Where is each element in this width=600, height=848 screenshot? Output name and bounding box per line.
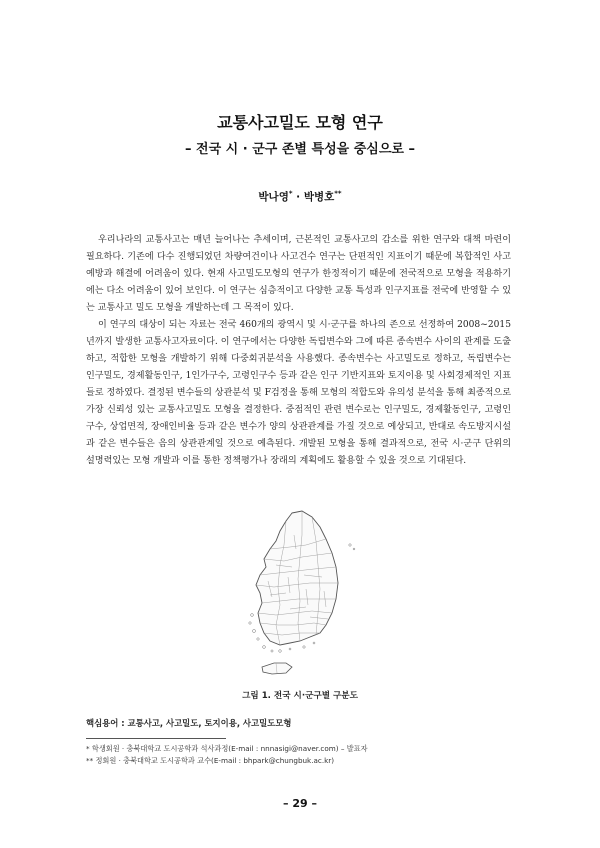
author-name: 박병호 xyxy=(303,191,335,203)
author-mark: ** xyxy=(334,189,342,198)
abstract-paragraph: 우리나라의 교통사고는 매년 늘어나는 추세이며, 근본적인 교통사고의 감소를 위한 연구와 대책 마련이 필요하다. 기존에 다수 진행되었던 차량여건이나 사고건수 연구는 단편적인 지표이기 때문에 복합적인 사고 예방과 해결에 어려움이 있다. 현재 사고밀도모형의 연구가 한정적이기 때문에 전국적으로 모형을 적용하기에는 다소 어려움이 있어 보인다. 이 연구는 심층적이고 다양한 교통 특성과 인구지표를 전국에 반영할 수 있는 교통사고 밀도 모형을 개발하는데 그 목적이 있다. xyxy=(86,235,511,313)
keywords: 핵심용어 : 교통사고, 사고밀도, 토지이용, 사고밀도모형 xyxy=(86,718,292,728)
footnote: * 학생회원 · 충북대학교 도시공학과 석사과정(E-mail : nnnasigi@naver.com) – 발표자 xyxy=(86,744,368,753)
author-line xyxy=(0,189,600,204)
footnote-divider xyxy=(86,738,226,739)
footnote: ** 정회원 · 충북대학교 도시공학과 교수(E-mail : bhpark@chungbuk.ac.kr) xyxy=(86,756,335,765)
paper-title: 교통사고밀도 모형 연구 xyxy=(217,113,383,132)
paper-subtitle: – 전국 시 · 군구 존별 특성을 중심으로 – xyxy=(185,142,415,157)
footnotes xyxy=(86,743,516,767)
figure-caption: 그림 1. 전국 시·군구별 구분도 xyxy=(242,691,358,701)
figure-map xyxy=(0,505,600,685)
author-mark: * xyxy=(288,189,293,198)
page-number: – 29 – xyxy=(283,797,317,810)
korea-district-map xyxy=(240,505,360,685)
author-name: 박나영 xyxy=(258,191,289,203)
abstract-body xyxy=(86,232,511,470)
abstract-paragraph: 이 연구의 대상이 되는 자료는 전국 460개의 광역시 및 시·군구를 하나의 존으로 선정하여 2008~2015년까지 발생한 교통사고자료이다. 이 연구에서는 다양한 독립변수와 그에 따른 종속변수 사이의 관계를 도출하고, 적합한 모형을 개발하기 위해 다중회귀분석을 사용했다. 종속변수는 사고밀도로 정하고, 독립변수는 인구밀도, 경제활동인구, 1인가구수, 고령인구수 등과 같은 인구 기반지표와 토지이용 및 사회경제적인 지표들로 정하였다. 결정된 변수들의 상관분석 및 F검정을 통해 모형의 적합도와 유의성 분석을 통해 최종적으로 가장 신뢰성 있는 교통사고밀도 모형을 결정한다. 중점적인 관련 변수로는 인구밀도, 경제활동인구, 고령인구수, 상업면적, 장애인비율 등과 같은 변수가 양의 상관관계를 가질 것으로 예상되고, 반대로 속도방지시설과 같은 변수들은 음의 상관관계일 것으로 예측된다. 개발된 모형을 통해 결과적으로, 전국 시·군구 단위의 설명력있는 모형 개발과 이를 통한 정책평가나 장래의 계획에도 활용할 수 있을 것으로 기대된다. xyxy=(86,320,511,466)
author-separator: · xyxy=(292,191,304,203)
